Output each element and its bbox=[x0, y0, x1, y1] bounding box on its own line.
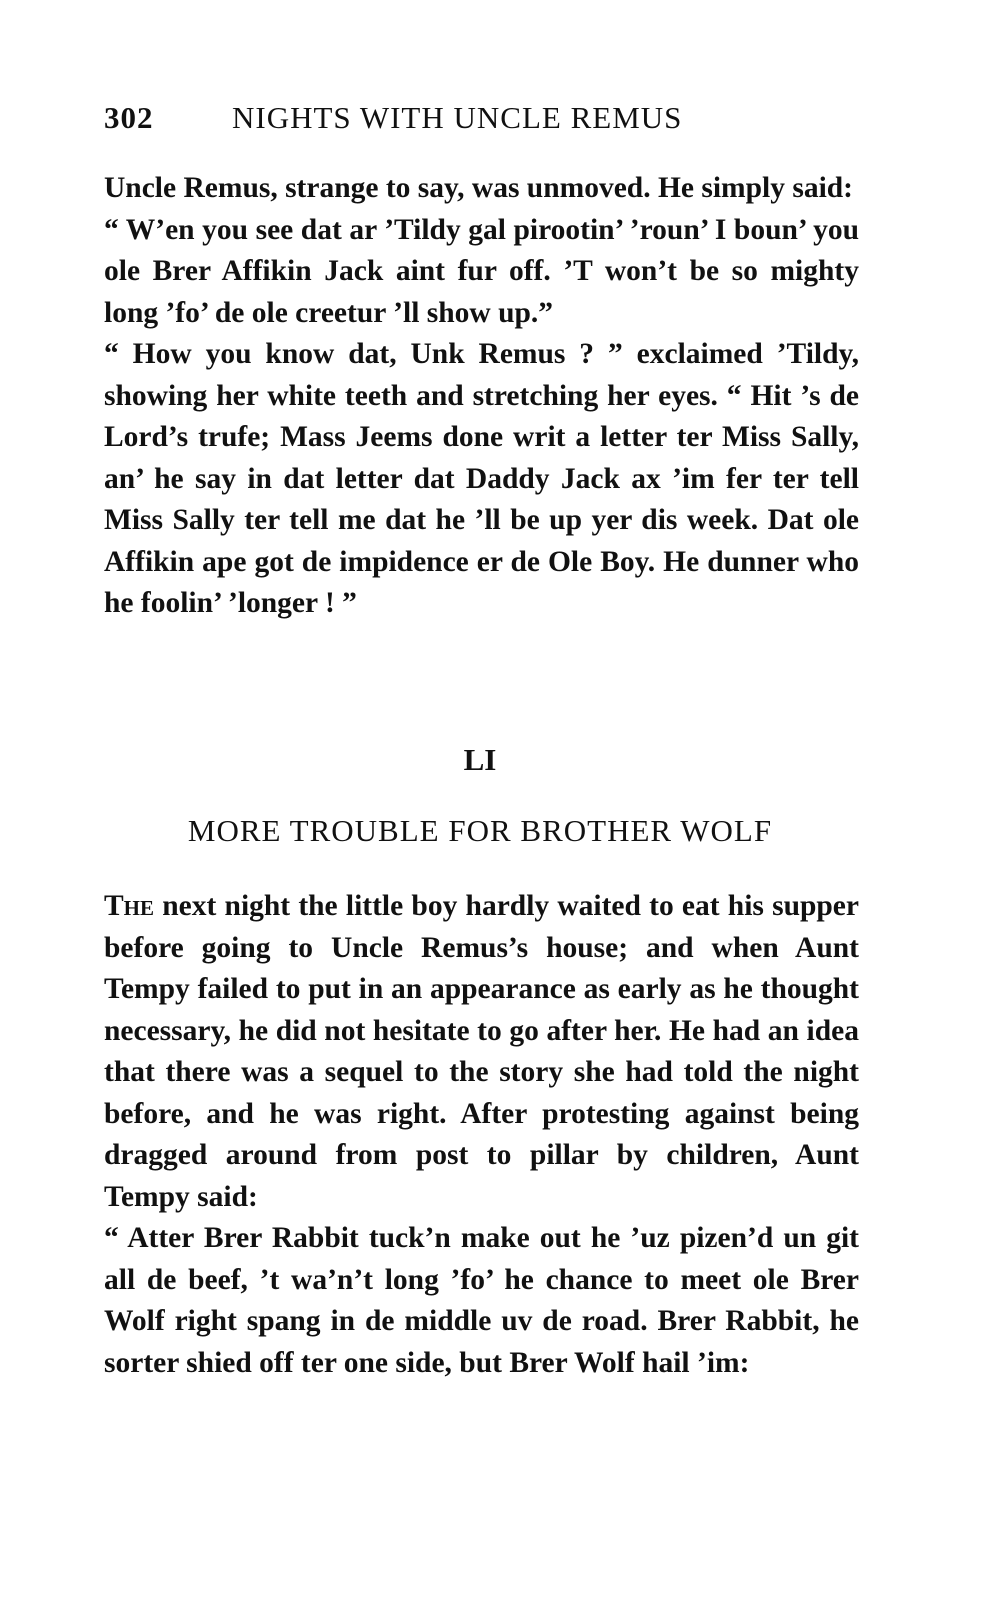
opening-paragraph bbox=[104, 886, 859, 1218]
paragraph: “ Atter Brer Rabbit tuck’n make out he ’uz pizen’d un git all de beef, ’t wa’n’t long ’fo’ he chance to meet ole Brer Wolf right spang in de middle uv de road. Brer Rabbit, he sorter shied off ter one side, but Brer Wolf hail ’im: bbox=[104, 1222, 859, 1379]
opening-word: The bbox=[104, 890, 155, 922]
running-title: NIGHTS WITH UNCLE REMUS bbox=[232, 100, 683, 135]
chapter-body-text bbox=[104, 886, 859, 1384]
paragraph: “ How you know dat, Unk Remus ? ” exclaimed ’Tildy, showing her white teeth and stretching her eyes. “ Hit ’s de Lord’s trufe; Mass Jeems done writ a letter ter Miss Sally, an’ he say in dat letter dat Daddy Jack ax ’im fer ter tell Miss Sally ter tell me dat he ’ll be up yer dis week. Dat ole Affikin ape got de impidence er de Ole Boy. He dunner who he foolin’ ’longer ! ” bbox=[104, 338, 859, 619]
chapter-number: LI bbox=[463, 742, 497, 777]
paragraph: Uncle Remus, strange to say, was unmoved. He simply said: bbox=[104, 172, 853, 204]
page-header bbox=[104, 100, 864, 144]
closing-section-text bbox=[104, 168, 859, 625]
chapter-title: MORE TROUBLE FOR BROTHER WOLF bbox=[187, 813, 773, 848]
paragraph: “ W’en you see dat ar ’Tildy gal pirootin’ ’roun’ I boun’ you ole Brer Affikin Jack aint fur off. ’T won’t be so mighty long ’fo’ de ole creetur ’ll show up.” bbox=[104, 213, 859, 329]
opening-paragraph-text: next night the little boy hardly waited to eat his supper before going to Uncle Remus’s house; and when Aunt Tempy failed to put in an appearance as early as he thought necessary, he did not hesitate to go after her. He had an idea that there was a sequel to the story she had told the night before, and he was right. After protesting against being dragged around from post to pillar by children, Aunt Tempy said: bbox=[104, 890, 859, 1213]
page-number: 302 bbox=[104, 100, 154, 135]
